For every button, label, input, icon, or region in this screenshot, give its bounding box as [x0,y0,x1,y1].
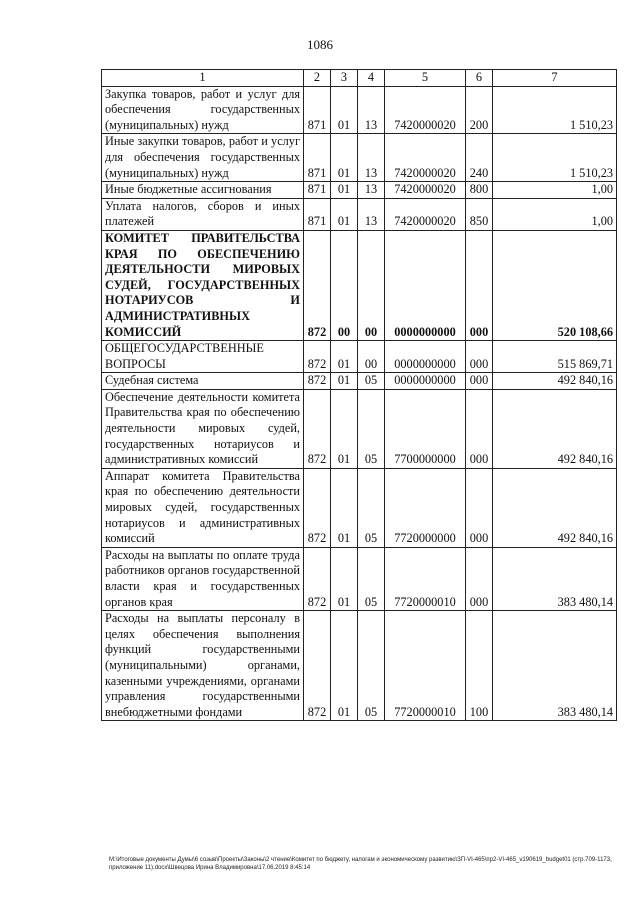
table-row [102,341,617,373]
row-section-code: 01 [331,182,358,199]
row-grbs-code: 871 [304,134,331,182]
table-row [102,547,617,610]
row-target-code: 7420000020 [385,134,466,182]
row-section-code: 01 [331,341,358,373]
row-target-code: 0000000000 [385,373,466,390]
header-col-6: 6 [466,70,493,87]
row-name: КОМИТЕТ ПРАВИТЕЛЬСТВА КРАЯ ПО ОБЕСПЕЧЕНИЮ ДЕЯТЕЛЬНОСТИ МИРОВЫХ СУДЕЙ, ГОСУДАРСТВЕННЫХ НОТАРИУСОВ И АДМИНИСТРАТИВНЫХ КОМИССИЙ [102,230,304,340]
row-subsection-code: 00 [358,230,385,340]
row-sum: 1 510,23 [493,134,617,182]
row-grbs-code: 872 [304,230,331,340]
row-subsection-code: 13 [358,134,385,182]
header-col-1: 1 [102,70,304,87]
row-subsection-code: 05 [358,468,385,547]
row-name: ОБЩЕГОСУДАРСТВЕННЫЕ ВОПРОСЫ [102,341,304,373]
row-name: Уплата налогов, сборов и иных платежей [102,198,304,230]
row-section-code: 01 [331,611,358,721]
row-expense-type-code: 000 [466,468,493,547]
header-col-2: 2 [304,70,331,87]
row-sum: 1,00 [493,198,617,230]
header-col-7: 7 [493,70,617,87]
row-sum: 383 480,14 [493,611,617,721]
table-body [102,86,617,721]
row-target-code: 0000000000 [385,230,466,340]
row-section-code: 01 [331,389,358,468]
row-sum: 520 108,66 [493,230,617,340]
row-name: Иные бюджетные ассигнования [102,182,304,199]
row-section-code: 01 [331,547,358,610]
row-sum: 492 840,16 [493,468,617,547]
row-name: Аппарат комитета Правительства края по обеспечению деятельности мировых судей, государственных нотариусов и административных комиссий [102,468,304,547]
document-path-footer: M:\Итоговые документы Думы\6 созыв\Проекты\Законы\2 чтение\Комитет по бюджету, налогам и экономическому развитию\ЗП-VI-465\пр2-VI-465_v190619_budget01 (стр.709-1173, приложение 11).docx\Швецова Ирина Владимировна\17.06.2019 8:45:14 [109,857,612,871]
table-row [102,134,617,182]
row-grbs-code: 872 [304,468,331,547]
row-expense-type-code: 000 [466,373,493,390]
row-section-code: 01 [331,134,358,182]
row-sum: 1,00 [493,182,617,199]
table-row [102,468,617,547]
row-expense-type-code: 850 [466,198,493,230]
row-name: Иные закупки товаров, работ и услуг для обеспечения государственных (муниципальных) нужд [102,134,304,182]
row-grbs-code: 871 [304,86,331,134]
row-name: Закупка товаров, работ и услуг для обеспечения государственных (муниципальных) нужд [102,86,304,134]
table-row [102,230,617,340]
table-row [102,389,617,468]
row-section-code: 01 [331,468,358,547]
row-expense-type-code: 000 [466,547,493,610]
row-expense-type-code: 000 [466,230,493,340]
row-name: Судебная система [102,373,304,390]
row-sum: 492 840,16 [493,373,617,390]
table-header-row [102,70,617,87]
row-grbs-code: 872 [304,547,331,610]
row-expense-type-code: 240 [466,134,493,182]
header-col-3: 3 [331,70,358,87]
row-target-code: 7700000000 [385,389,466,468]
row-sum: 1 510,23 [493,86,617,134]
row-expense-type-code: 800 [466,182,493,199]
row-sum: 492 840,16 [493,389,617,468]
row-subsection-code: 05 [358,389,385,468]
budget-table [101,69,617,721]
row-section-code: 01 [331,373,358,390]
row-expense-type-code: 000 [466,341,493,373]
row-subsection-code: 05 [358,373,385,390]
table-row [102,611,617,721]
row-name: Расходы на выплаты персоналу в целях обеспечения выполнения функций государственными (муниципальными) органами, казенными учреждениями, органами управления государственными внебюджетными фондами [102,611,304,721]
header-col-5: 5 [385,70,466,87]
table-row [102,198,617,230]
table-row [102,182,617,199]
row-subsection-code: 05 [358,547,385,610]
row-grbs-code: 871 [304,198,331,230]
row-target-code: 7720000010 [385,547,466,610]
row-subsection-code: 13 [358,198,385,230]
row-subsection-code: 05 [358,611,385,721]
row-grbs-code: 872 [304,611,331,721]
row-target-code: 7720000000 [385,468,466,547]
row-grbs-code: 872 [304,341,331,373]
row-subsection-code: 00 [358,341,385,373]
row-target-code: 0000000000 [385,341,466,373]
row-grbs-code: 872 [304,389,331,468]
row-name: Обеспечение деятельности комитета Правительства края по обеспечению деятельности мировых судей, государственных нотариусов и административных комиссий [102,389,304,468]
row-target-code: 7720000010 [385,611,466,721]
header-col-4: 4 [358,70,385,87]
page-number: 1086 [307,37,333,52]
row-expense-type-code: 100 [466,611,493,721]
row-target-code: 7420000020 [385,198,466,230]
row-grbs-code: 872 [304,373,331,390]
row-subsection-code: 13 [358,182,385,199]
row-sum: 383 480,14 [493,547,617,610]
row-target-code: 7420000020 [385,86,466,134]
row-name: Расходы на выплаты по оплате труда работников органов государственной власти края и государственных органов края [102,547,304,610]
row-sum: 515 869,71 [493,341,617,373]
row-section-code: 01 [331,198,358,230]
row-expense-type-code: 200 [466,86,493,134]
row-section-code: 01 [331,86,358,134]
row-grbs-code: 871 [304,182,331,199]
table-row [102,373,617,390]
row-target-code: 7420000020 [385,182,466,199]
row-expense-type-code: 000 [466,389,493,468]
row-section-code: 00 [331,230,358,340]
row-subsection-code: 13 [358,86,385,134]
table-row [102,86,617,134]
